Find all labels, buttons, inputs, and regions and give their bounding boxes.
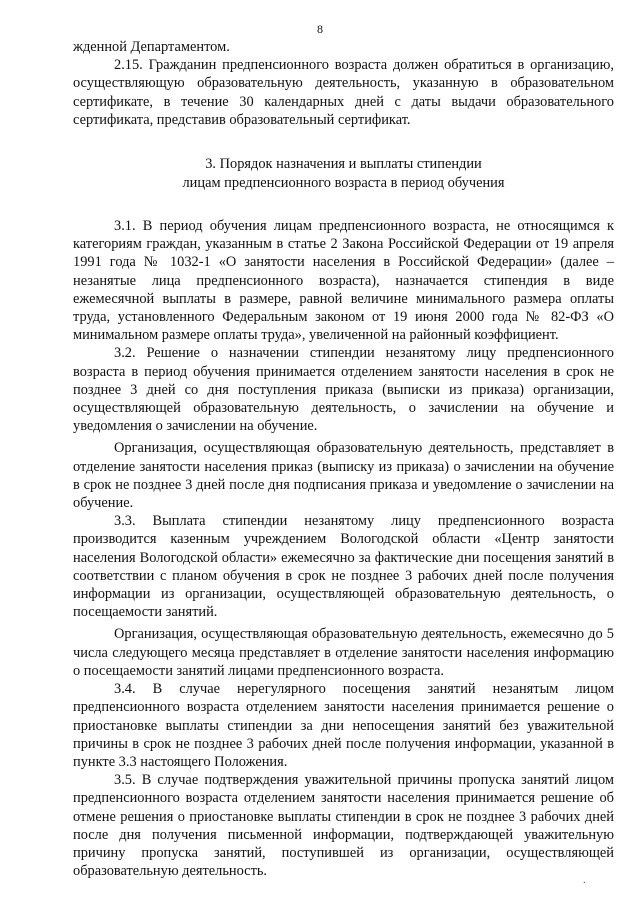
- paragraph-3-5: 3.5. В случае подтверждения уважительной причины пропуска занятий лицом предпенсионного возраста отделением занятости населения принимается решение об отмене решения о приостановке выплаты стипендии в срок не позднее 3 рабочих дней после дня получения письменной информации, подтверждающей уважительную причину пропуска занятий, поступившей из организации, осуществляющей образовательную деятельность.: [73, 772, 614, 880]
- continuation-line: жденной Департаментом.: [73, 39, 230, 55]
- section-heading-line1: 3. Порядок назначения и выплаты стипендии: [205, 156, 482, 173]
- paragraph-3-4: 3.4. В случае нерегулярного посещения занятий незанятым лицом предпенсионного возраста отделением занятости населения принимается решение о приостановке выплаты стипендии за дни непосещения занятий без уважительной причины в срок не позднее 3 рабочих дней после получения информации, указанной в пункте 3.3 настоящего Положения.: [73, 681, 614, 770]
- section-heading-line2: лицам предпенсионного возраста в период обучения: [182, 175, 505, 192]
- page-number: 8: [317, 22, 323, 36]
- paragraph-2-15: 2.15. Гражданин предпенсионного возраста должен обратиться в организацию, осуществляющую образовательную деятельность, указанную в образовательном сертификате, в течение 30 календарных дней с даты выдачи образовательного сертификата, представив образовательный сертификат.: [73, 57, 614, 128]
- paragraph-3-3-organization: Организация, осуществляющая образовательную деятельность, ежемесячно до 5 числа следующего месяца представляет в отделение занятости населения информацию о посещаемости занятий лицами предпенсионного возраста.: [73, 626, 614, 679]
- paragraph-3-1: 3.1. В период обучения лицам предпенсионного возраста, не относящимся к категориям граждан, указанным в статье 2 Закона Российской Федерации от 19 апреля 1991 года № 1032-1 «О занятости населения в Российской Федерации» (далее – незанятые лица предпенсионного возраста), назначается стипендия в виде ежемесячной выплаты в размере, равной величине минимального размера оплаты труда, установленного Федеральным законом от 19 июня 2000 года № 82-ФЗ «О минимальном размере оплаты труда», увеличенной на районный коэффициент.: [73, 218, 614, 344]
- document-body: [73, 38, 614, 880]
- section-heading: [73, 155, 614, 193]
- scan-mark: ·: [582, 878, 586, 889]
- paragraph-3-2-organization: Организация, осуществляющая образовательную деятельность, представляет в отделение занятости населения приказ (выписку из приказа) о зачислении на обучение в срок не позднее 3 дней после дня подписания приказа и уведомление о зачислении на обучение.: [73, 440, 614, 512]
- paragraph-3-2: 3.2. Решение о назначении стипендии незанятому лицу предпенсионного возраста в период обучения принимается отделением занятости населения в срок не позднее 3 дней со дня поступления приказа (выписки из приказа) организации, осуществляющей образовательную деятельность, о зачислении на обучение и уведомления о зачислении на обучение.: [73, 345, 614, 435]
- paragraph-3-3: 3.3. Выплата стипендии незанятому лицу предпенсионного возраста производится казенным учреждением Вологодской области «Центр занятости населения Вологодской области» ежемесячно за фактические дни посещения занятий в соответствии с планом обучения в срок не позднее 3 рабочих дней после получения информации из организации, осуществляющей образовательную деятельность, о посещаемости занятий.: [73, 513, 614, 621]
